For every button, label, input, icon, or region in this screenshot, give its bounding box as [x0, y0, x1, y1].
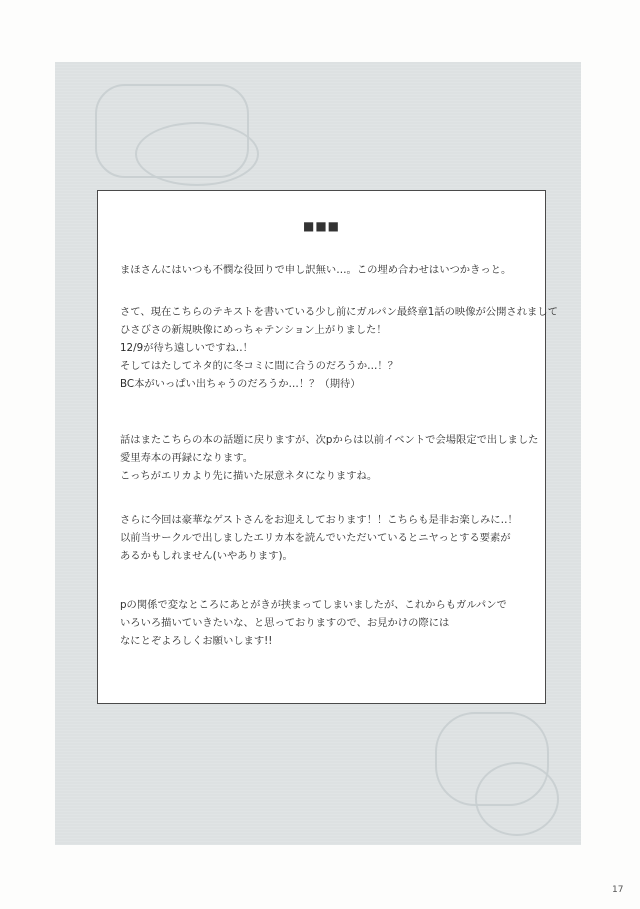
page-number: 17	[612, 885, 624, 895]
text-line: なにとぞよろしくお願いします!!	[120, 635, 273, 647]
faded-artwork-shape	[135, 122, 259, 186]
faded-artwork-shape	[475, 762, 559, 836]
text-line: さらに今回は豪華なゲストさんをお迎えしております！！こちらも是非お楽しみに‥！	[120, 514, 518, 526]
paragraph-5	[120, 596, 535, 650]
paragraph-4	[120, 511, 535, 565]
afterword-text-box	[97, 190, 558, 704]
paragraph-1	[120, 261, 535, 279]
text-line: こっちがエリカより先に描いた尿意ネタになりますね。	[120, 470, 378, 482]
text-line: 12/9が待ち遠しいですね‥！	[120, 342, 253, 354]
text-line: ひさびさの新規映像にめっちゃテンション上がりました！	[120, 324, 387, 336]
paragraph-2	[120, 303, 558, 393]
text-line: pの関係で変なところにあとがきが挟まってしまいましたが、これからもガルパンで	[120, 599, 507, 611]
text-line: 愛里寿本の再録になります。	[120, 452, 254, 464]
text-line: さて、現在こちらのテキストを書いている少し前にガルパン最終章1話の映像が公開されまして	[120, 306, 558, 318]
text-line: 話はまたこちらの本の話題に戻りますが、次pからは以前イベントで会場限定で出しました	[120, 434, 539, 446]
text-line: いろいろ描いていきたいな、と思っておりますので、お見かけの際には	[120, 617, 450, 629]
text-line: BC本がいっぱい出ちゃうのだろうか…！？（期待）	[120, 378, 361, 390]
paragraph-3	[120, 431, 539, 485]
text-line: あるかもしれません(いやあります)。	[120, 550, 293, 562]
text-line: 以前当サークルで出しましたエリカ本を読んでいただいているとニヤっとする要素が	[120, 532, 511, 544]
text-line: まほさんにはいつも不憫な役回りで申し訳無い…。この埋め合わせはいつかきっと。	[120, 264, 512, 276]
section-heading: ■■■	[302, 219, 340, 233]
text-line: そしてはたしてネタ的に冬コミに間に合うのだろうか…！？	[120, 360, 399, 372]
